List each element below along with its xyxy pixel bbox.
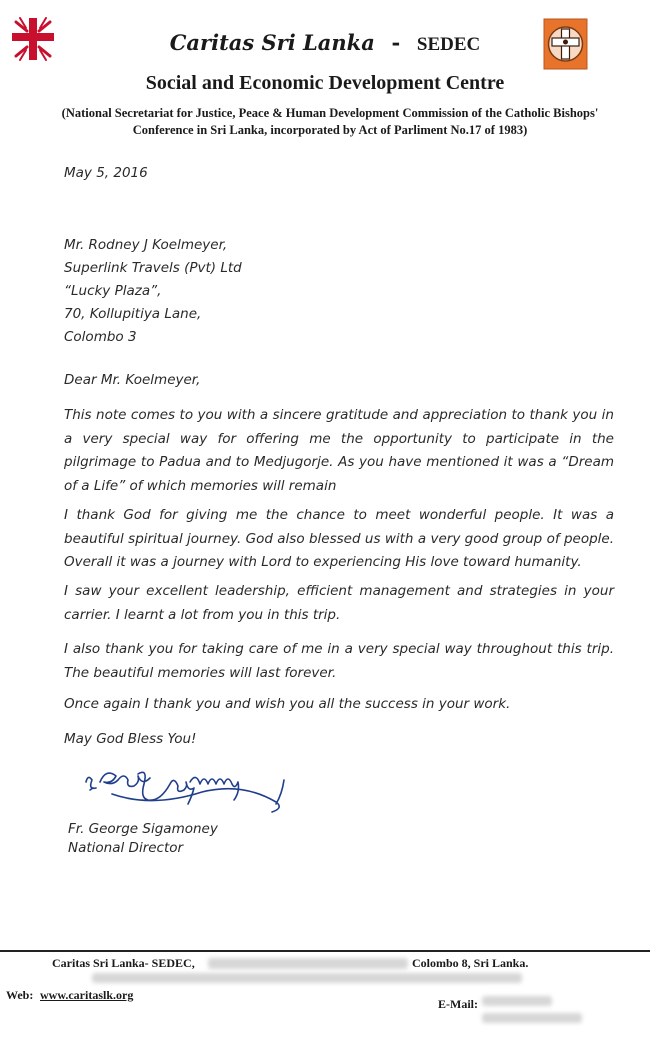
paragraph-1: This note comes to you with a sincere gratitude and appreciation to thank you in a very special way for offering me the opportunity to participate in the pilgrimage to Padua and to Medjugorje. As you have mentioned it was a “Dream of a Life” of which memories will remain <box>64 407 614 494</box>
sedec-emblem-icon <box>543 18 588 70</box>
footer-web-label: Web: <box>6 988 34 1002</box>
footer-divider <box>0 950 650 952</box>
signer-name: Fr. George Sigamoney <box>68 821 218 837</box>
recipient-street: 70, Kollupitiya Lane, <box>64 306 202 322</box>
redacted-address <box>208 958 408 969</box>
recipient-company: Superlink Travels (Pvt) Ltd <box>64 260 242 276</box>
paragraph-2: I thank God for giving me the chance to meet wonderful people. It was a beautiful spiritual journey. God also blessed us with a very good group of people. Overall it was a journey with Lord to experiencing His love toward humanity. <box>64 507 614 570</box>
letterhead-description <box>50 105 610 139</box>
footer-org: Caritas Sri Lanka- SEDEC, <box>52 956 195 970</box>
signer-title: National Director <box>68 840 184 856</box>
recipient-name: Mr. Rodney J Koelmeyer, <box>64 237 228 253</box>
redacted-phone-line <box>92 973 522 983</box>
paragraph-3: I saw your excellent leadership, efficient management and strategies in your carrier. I learnt a lot from you in this trip. <box>64 583 614 623</box>
description-line-2: Conference in Sri Lanka, incorporated by Act of Parliment No.17 of 1983) <box>132 123 528 137</box>
signer-block <box>68 820 218 858</box>
paragraph-5: Once again I thank you and wish you all the success in your work. <box>64 696 511 712</box>
letter-date: May 5, 2016 <box>64 165 148 181</box>
org-abbr: SEDEC <box>416 34 481 55</box>
redacted-email-1 <box>482 996 552 1006</box>
salutation: Dear Mr. Koelmeyer, <box>64 372 201 388</box>
recipient-city: Colombo 3 <box>64 329 137 345</box>
footer-web-link[interactable]: www.caritaslk.org <box>40 988 134 1002</box>
recipient-address <box>64 234 242 349</box>
description-line-1: (National Secretariat for Justice, Peace & Human Development Commission of the Catholic Bishops' <box>61 106 599 120</box>
org-dash: - <box>391 30 401 55</box>
paragraph-4: I also thank you for taking care of me in a very special way throughout this trip. The beautiful memories will last forever. <box>64 641 614 681</box>
handwritten-signature <box>82 760 292 824</box>
footer-city: Colombo 8, Sri Lanka. <box>412 956 529 970</box>
closing: May God Bless You! <box>64 731 197 747</box>
org-name: Caritas Sri Lanka <box>169 30 375 55</box>
footer-email-label: E-Mail: <box>438 997 478 1011</box>
redacted-email-2 <box>482 1013 582 1023</box>
letterhead-subtitle: Social and Economic Development Centre <box>145 72 505 94</box>
recipient-building: “Lucky Plaza”, <box>64 283 162 299</box>
